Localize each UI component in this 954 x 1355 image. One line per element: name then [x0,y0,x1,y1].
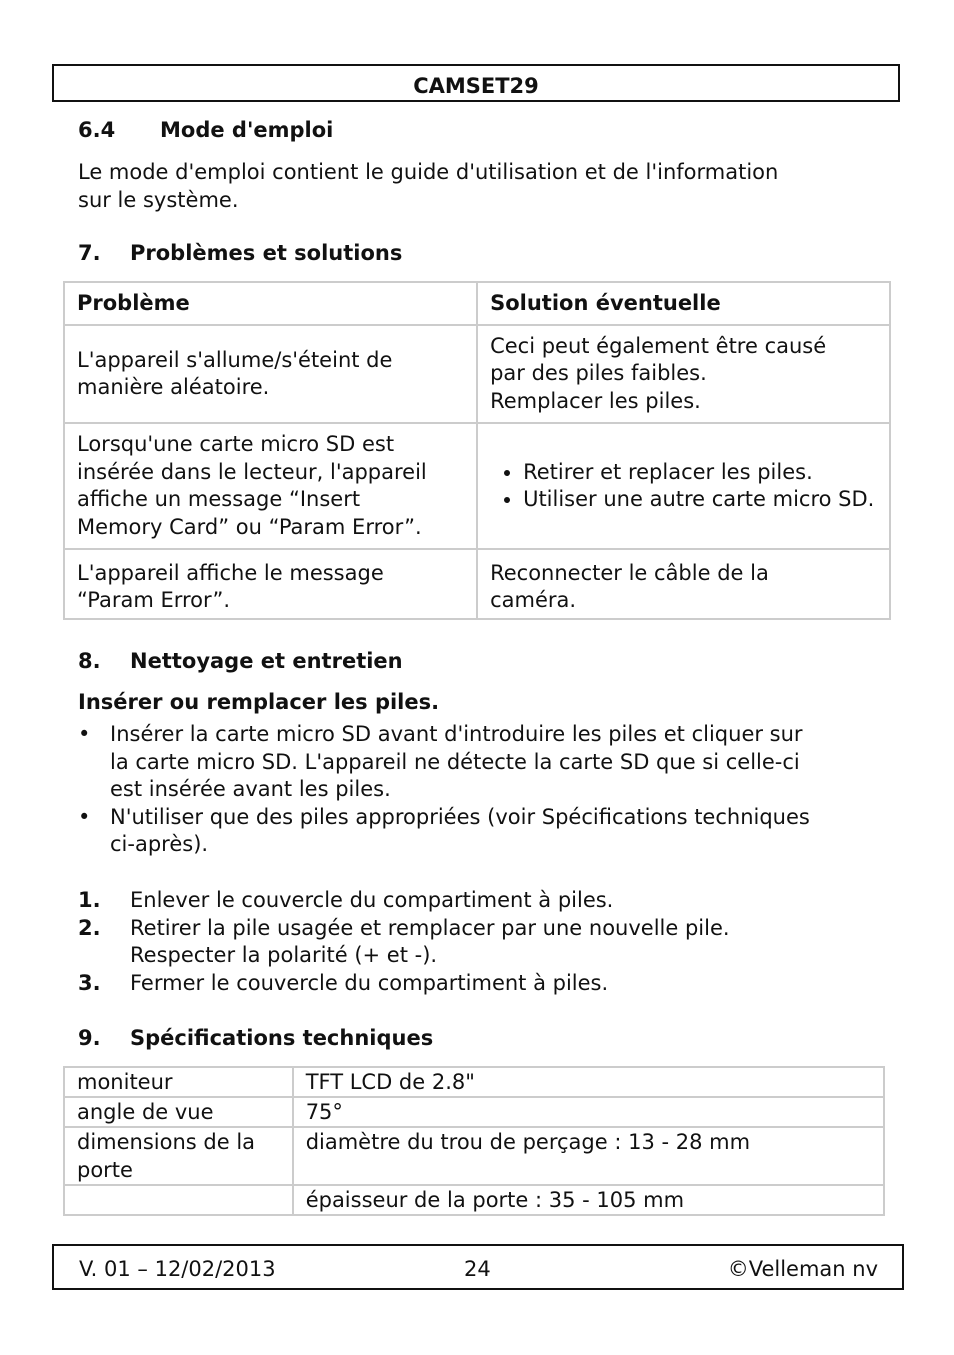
section-title: Problèmes et solutions [130,241,403,265]
header-title: CAMSET29 [413,74,539,98]
section-6-4-body [78,158,778,214]
solution-cell [477,423,890,549]
cell-line: caméra. [490,588,577,612]
cell-line: Reconnecter le câble de la [490,560,769,585]
step-line: Fermer le couvercle du compartiment à piles. [130,970,609,995]
footer-page-number: 24 [464,1257,491,1281]
cell-line: Lorsqu'une carte micro SD est [77,432,395,456]
document-header [52,64,900,102]
step-item [78,915,898,970]
footer-version: V. 01 – 12/02/2013 [79,1257,276,1281]
spec-label: moniteur [64,1067,293,1097]
section-number: 6.4 [78,118,116,142]
solution-bullet-list [490,459,877,514]
list-item: • Utiliser une autre carte micro SD. [523,486,877,514]
step-number: 2. [78,915,101,940]
cell-line: Ceci peut également être causé [490,333,827,358]
spec-row [64,1185,884,1215]
table-row [64,423,890,549]
cell-line: insérée dans le lecteur, l'appareil [77,459,427,484]
label-line: dimensions de la [77,1130,256,1154]
spec-label: angle de vue [64,1097,293,1127]
cell-line: Remplacer les piles. [490,388,701,413]
section-6-4-heading [78,118,333,142]
label-line: porte [77,1158,133,1182]
section-title: Spécifications techniques [130,1026,434,1050]
section-number: 9. [78,1026,101,1050]
section-number: 8. [78,649,101,673]
spec-label [64,1127,293,1185]
solution-cell [477,325,890,423]
section-8-subtitle: Insérer ou remplacer les piles. [78,690,440,714]
document-footer [52,1244,904,1290]
table-row [64,549,890,619]
item-line: la carte micro SD. L'appareil ne détecte la carte SD que si celle-ci [110,749,800,774]
footer-copyright: ©Velleman nv [727,1257,878,1281]
item-line: ci-après). [110,832,209,856]
step-item [78,887,898,915]
section-9-heading [78,1026,433,1050]
battery-steps-list [78,887,898,997]
problem-cell [64,325,477,423]
column-header-problem: Problème [64,282,477,325]
spec-value: 75° [293,1097,884,1127]
body-line: Le mode d'emploi contient le guide d'utilisation et de l'information [78,160,779,184]
spec-value: diamètre du trou de perçage : 13 - 28 mm [293,1127,884,1185]
problem-cell [64,423,477,549]
step-number: 3. [78,970,101,995]
step-number: 1. [78,888,101,912]
cell-line: L'appareil s'allume/s'éteint de [77,347,393,372]
section-title: Nettoyage et entretien [130,649,403,673]
section-title: Mode d'emploi [160,118,334,142]
item-line: • Insérer la carte micro SD avant d'introduire les piles et cliquer sur [110,722,803,746]
list-item [78,804,898,859]
cell-line: par des piles faibles. [490,361,707,386]
problem-cell [64,549,477,619]
cell-line: “Param Error”. [77,588,231,612]
item-line: est insérée avant les piles. [110,777,391,801]
step-line: Enlever le couvercle du compartiment à piles. [130,888,614,912]
section-7-heading [78,241,402,265]
table-header-row [64,282,890,325]
column-header-solution: Solution éventuelle [477,282,890,325]
cell-line: L'appareil affiche le message [77,560,384,585]
spec-row [64,1067,884,1097]
item-line: • N'utiliser que des piles appropriées (voir Spécifications techniques [110,804,810,829]
section-8-heading [78,649,403,673]
cell-line: affiche un message “Insert [77,487,361,511]
list-item: • Retirer et replacer les piles. [523,459,877,487]
list-item [78,721,898,804]
maintenance-bullet-list [78,721,898,859]
table-row [64,325,890,423]
problems-table [63,281,891,620]
spec-value: épaisseur de la porte : 35 - 105 mm [293,1185,884,1215]
section-number: 7. [78,241,101,265]
spec-value: TFT LCD de 2.8" [293,1067,884,1097]
spec-row [64,1097,884,1127]
cell-line: Memory Card” ou “Param Error”. [77,514,422,539]
spec-row [64,1127,884,1185]
body-line: sur le système. [78,188,239,212]
step-item [78,970,898,998]
specifications-table [63,1066,885,1216]
cell-line: manière aléatoire. [77,375,270,399]
step-line: Respecter la polarité (+ et -). [130,943,438,967]
spec-label [64,1185,293,1215]
step-line: Retirer la pile usagée et remplacer par une nouvelle pile. [130,915,730,940]
solution-cell [477,549,890,619]
